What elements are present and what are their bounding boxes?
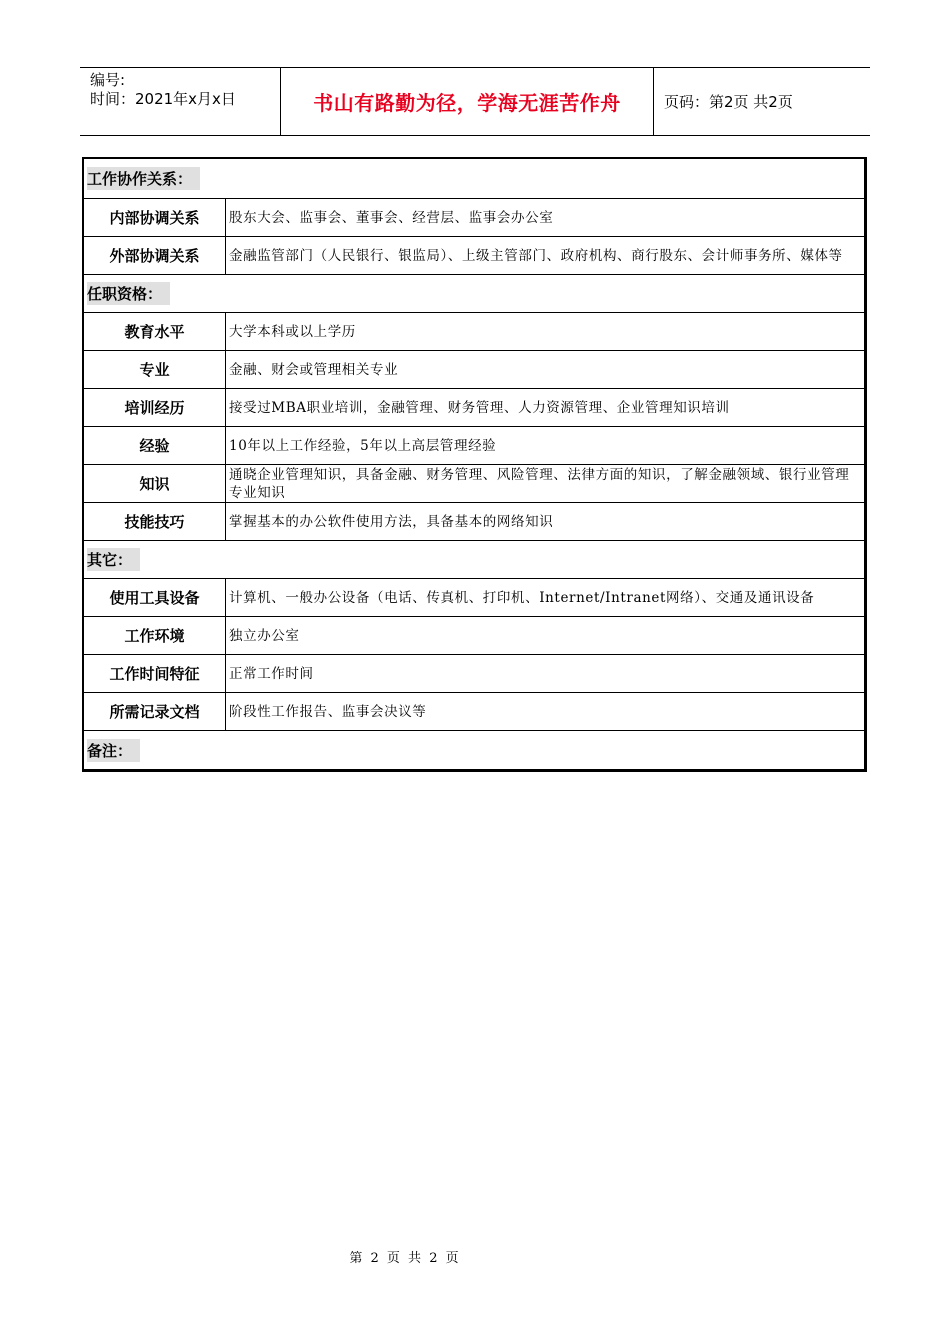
row-value: 接受过MBA职业培训，金融管理、财务管理、人力资源管理、企业管理知识培训 [229, 399, 730, 416]
row-label: 专业 [84, 351, 226, 388]
row-label: 所需记录文档 [84, 693, 226, 730]
table-row [84, 503, 864, 541]
row-value: 股东大会、监事会、董事会、经营层、监事会办公室 [229, 209, 554, 226]
page-header [80, 67, 870, 136]
table-row [84, 237, 864, 275]
row-value: 阶段性工作报告、监事会决议等 [229, 703, 427, 720]
row-label: 外部协调关系 [84, 237, 226, 274]
header-motto: 书山有路勤为径，学海无涯苦作舟 [281, 68, 654, 135]
row-label: 工作时间特征 [84, 655, 226, 692]
table-row [84, 617, 864, 655]
row-label: 使用工具设备 [84, 579, 226, 616]
row-label: 技能技巧 [84, 503, 226, 540]
table-row [84, 693, 864, 731]
row-value: 通晓企业管理知识，具备金融、财务管理、风险管理、法律方面的知识，了解金融领域、银行业管理专业知识 [229, 466, 850, 501]
header-meta [80, 68, 281, 135]
table-row [84, 351, 864, 389]
section-header [84, 541, 864, 579]
document-date: 时间：2021年x月x日 [90, 90, 236, 108]
section-header [84, 275, 864, 313]
row-value: 金融、财会或管理相关专业 [229, 361, 399, 378]
section-header [84, 731, 864, 769]
row-label: 经验 [84, 427, 226, 464]
job-description-table [82, 157, 867, 772]
table-row [84, 579, 864, 617]
row-value: 独立办公室 [229, 627, 300, 644]
row-label: 教育水平 [84, 313, 226, 350]
section-title: 任职资格： [87, 282, 170, 305]
table-row [84, 655, 864, 693]
table-row [84, 199, 864, 237]
row-label: 知识 [84, 465, 226, 502]
row-value: 掌握基本的办公软件使用方法，具备基本的网络知识 [229, 513, 554, 530]
table-row [84, 389, 864, 427]
table-row [84, 313, 864, 351]
row-value: 计算机、一般办公设备（电话、传真机、打印机、Internet/Intranet网络）、交通及通讯设备 [229, 589, 815, 606]
section-title: 工作协作关系： [87, 167, 200, 190]
table-row [84, 465, 864, 503]
header-page-info: 页码：第2页 共2页 [664, 93, 793, 111]
page-footer: 第 2 页 共 2 页 [349, 1251, 461, 1266]
document-number: 编号: [90, 71, 126, 89]
row-label: 工作环境 [84, 617, 226, 654]
row-value: 正常工作时间 [229, 665, 314, 682]
section-title: 其它： [87, 548, 140, 571]
row-value: 金融监管部门（人民银行、银监局）、上级主管部门、政府机构、商行股东、会计师事务所、媒体等 [229, 247, 843, 264]
section-title: 备注： [87, 739, 140, 762]
table-row [84, 427, 864, 465]
row-label: 培训经历 [84, 389, 226, 426]
row-value: 10年以上工作经验，5年以上高层管理经验 [229, 437, 497, 454]
section-header [84, 159, 864, 199]
row-label: 内部协调关系 [84, 199, 226, 236]
row-value: 大学本科或以上学历 [229, 323, 356, 340]
